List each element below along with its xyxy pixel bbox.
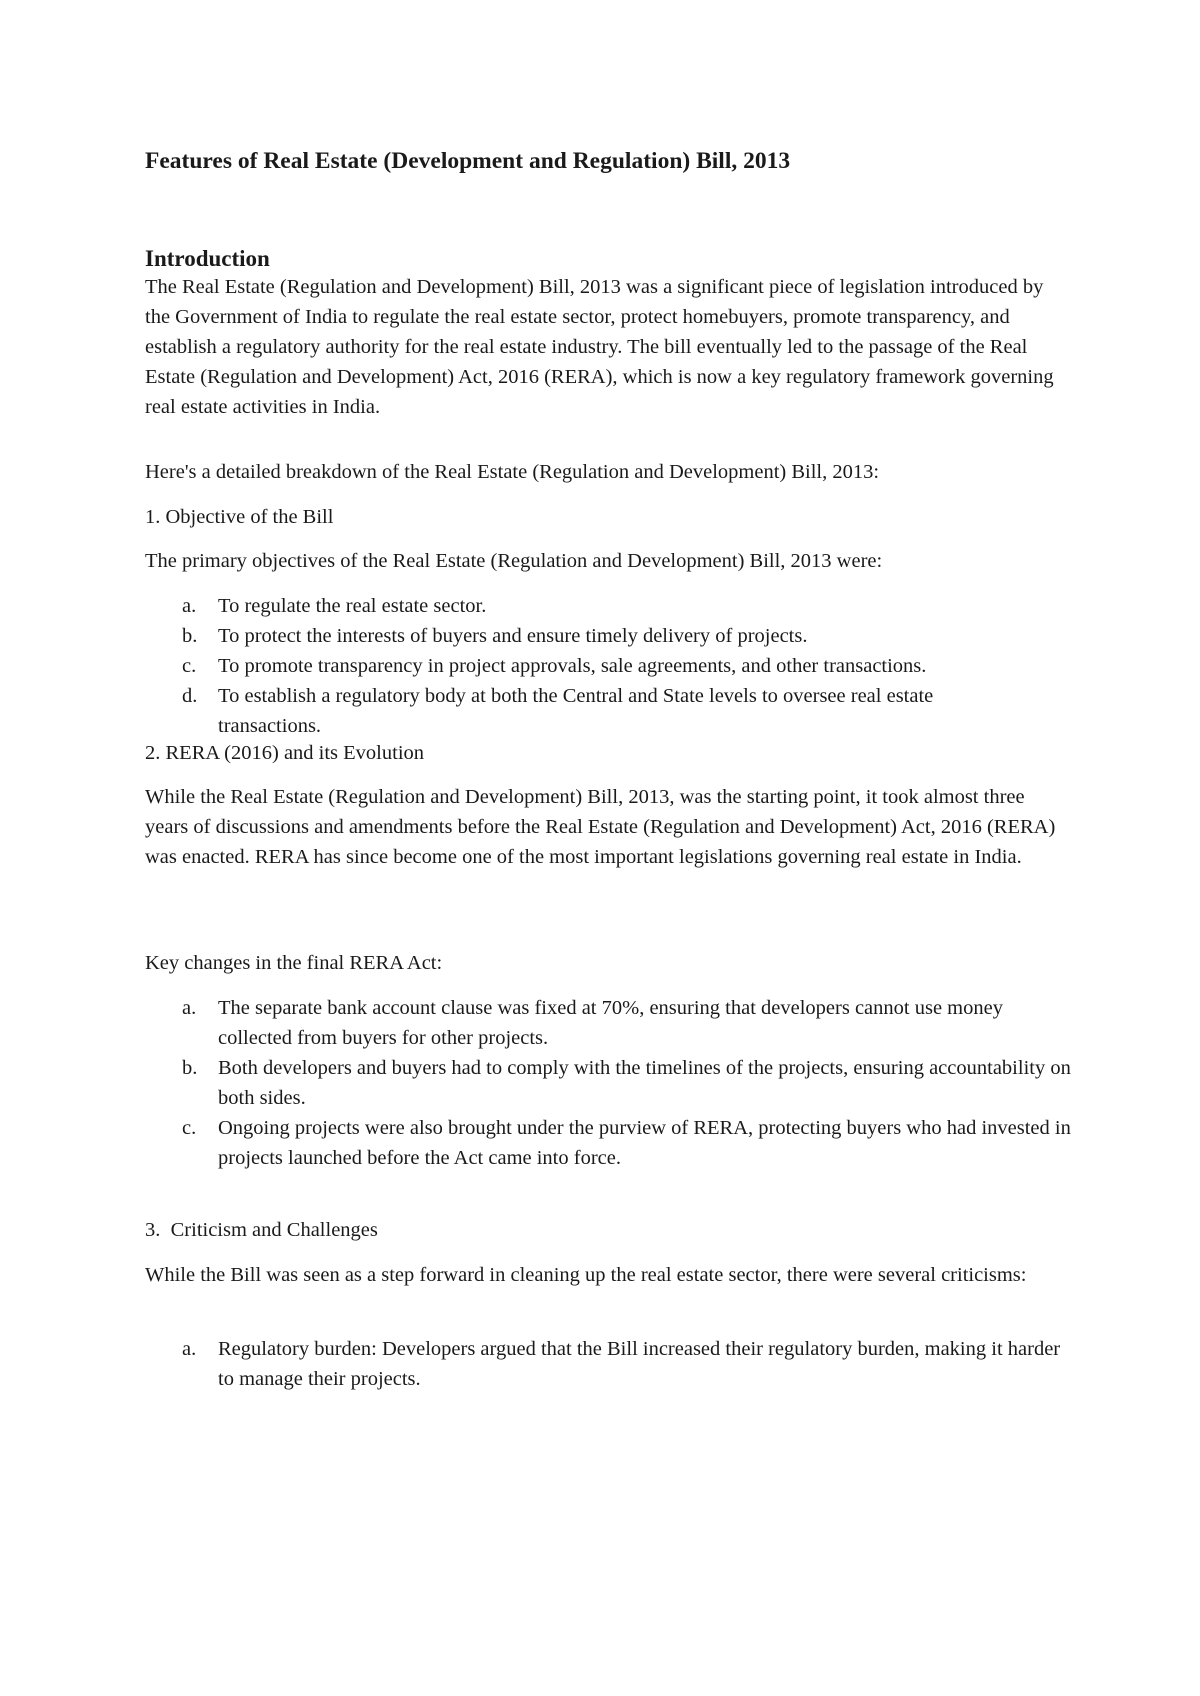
list-marker: c. [182,655,197,677]
intro-heading: Introduction [145,246,270,271]
list-item-text: Both developers and buyers had to comply with the timelines of the projects, ensuring accountability on both sides. [218,1057,1071,1109]
list-item [145,651,1075,681]
list-item [145,681,1075,741]
list-marker: b. [182,625,198,647]
list-item [145,1053,1075,1113]
list-item [145,1113,1075,1173]
list-item-text: To regulate the real estate sector. [218,595,487,617]
list-item-text: To establish a regulatory body at both the Central and State levels to oversee real estate transactions. [218,685,934,737]
list-item-text: Regulatory burden: Developers argued that the Bill increased their regulatory burden, making it harder to manage their projects. [218,1338,1061,1390]
list-item [145,993,1075,1053]
section3-heading: 3. Criticism and Challenges [145,1219,378,1241]
key-changes-list [145,993,1075,1173]
list-item [145,1334,1075,1394]
section1-intro: The primary objectives of the Real Estate (Regulation and Development) Bill, 2013 were: [145,550,883,572]
key-changes-heading: Key changes in the final RERA Act: [145,952,443,974]
section1-heading: 1. Objective of the Bill [145,506,334,528]
breakdown-line: Here's a detailed breakdown of the Real Estate (Regulation and Development) Bill, 2013: [145,461,880,483]
criticisms-list [145,1334,1075,1394]
list-item-text: To promote transparency in project approvals, sale agreements, and other transactions. [218,655,927,677]
list-marker: a. [182,1338,197,1360]
document-title: Features of Real Estate (Development and Regulation) Bill, 2013 [145,148,791,174]
list-item [145,591,1075,621]
intro-paragraph: The Real Estate (Regulation and Development) Bill, 2013 was a significant piece of legislation introduced by the Government of India to regulate the real estate sector, protect homebuyers, promote transparency, and establish a regulatory authority for the real estate industry. The bill eventually led to the passage of the Real Estate (Regulation and Development) Act, 2016 (RERA), which is now a key regulatory framework governing real estate activities in India. [145,276,1054,418]
list-marker: c. [182,1117,197,1139]
section2-heading: 2. RERA (2016) and its Evolution [145,742,425,764]
section2-paragraph: While the Real Estate (Regulation and Development) Bill, 2013, was the starting point, it took almost three years of discussions and amendments before the Real Estate (Regulation and Development) Act, 2016 (RERA) was enacted. RERA has since become one of the most important legislations governing real estate in India. [145,786,1056,868]
objectives-list [145,591,1075,741]
list-item [145,621,1075,651]
list-item-text: To protect the interests of buyers and ensure timely delivery of projects. [218,625,808,647]
list-marker: a. [182,595,197,617]
list-item-text: Ongoing projects were also brought under the purview of RERA, protecting buyers who had invested in projects launched before the Act came into force. [218,1117,1071,1169]
list-marker: a. [182,997,197,1019]
list-marker: d. [182,685,198,707]
section3-paragraph: While the Bill was seen as a step forward in cleaning up the real estate sector, there were several criticisms: [145,1264,1027,1286]
list-marker: b. [182,1057,198,1079]
list-item-text: The separate bank account clause was fixed at 70%, ensuring that developers cannot use money collected from buyers for other projects. [218,997,1003,1049]
